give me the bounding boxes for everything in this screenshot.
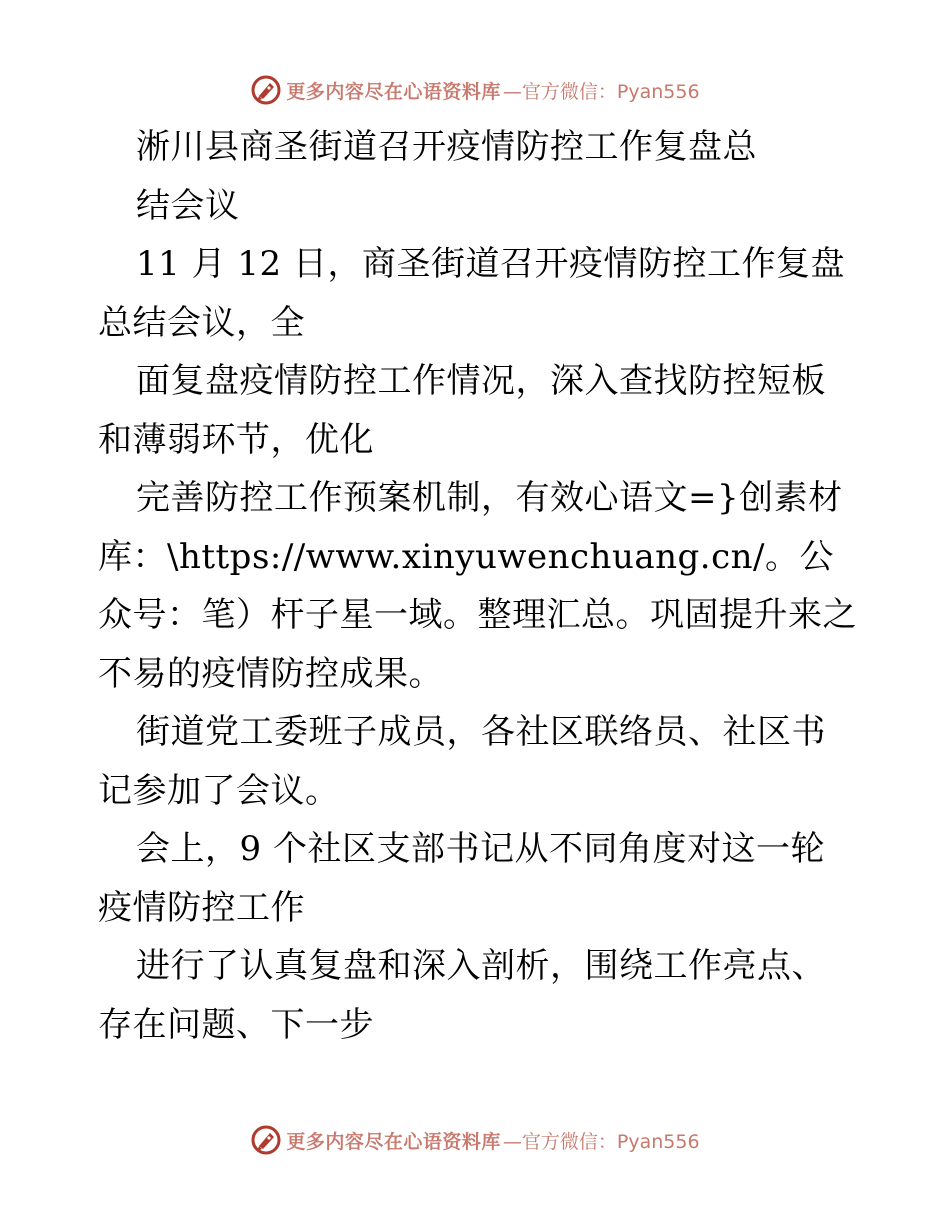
document-title-line-1: 淅川县商圣街道召开疫情防控工作复盘总 <box>136 127 757 167</box>
paragraph: 11 月 12 日，商圣街道召开疫情防控工作复盘总结会议，全 <box>98 244 845 343</box>
document-body <box>98 118 858 1054</box>
footer-brand-text: 更多内容尽在心语资料库 <box>286 1130 501 1153</box>
header-watermark <box>0 70 950 110</box>
document-title-line-2: 结会议 <box>136 185 240 226</box>
paragraph: 面复盘疫情防控工作情况，深入查找防控短板和薄弱环节，优化 <box>98 361 826 460</box>
footer-watermark <box>0 1120 950 1160</box>
paragraph: 完善防控工作预案机制，有效心语文=}创素材库：\https://www.xinyuwenchuang.cn/。公众号：笔）杆子星一域。整理汇总。巩固提升来之不易的疫情防控成果。 <box>98 478 857 694</box>
paragraph: 街道党工委班子成员，各社区联络员、社区书记参加了会议。 <box>98 712 826 811</box>
header-brand-text: 更多内容尽在心语资料库 <box>286 80 501 103</box>
paragraph: 会上，9 个社区支部书记从不同角度对这一轮疫情防控工作 <box>98 829 825 928</box>
footer-contact-text: —官方微信：Pyan556 <box>502 1130 700 1153</box>
pen-nib-logo-icon <box>250 74 282 106</box>
header-contact-text: —官方微信：Pyan556 <box>502 80 700 103</box>
pen-nib-logo-icon <box>250 1124 282 1156</box>
paragraph: 进行了认真复盘和深入剖析，围绕工作亮点、存在问题、下一步 <box>98 946 826 1045</box>
